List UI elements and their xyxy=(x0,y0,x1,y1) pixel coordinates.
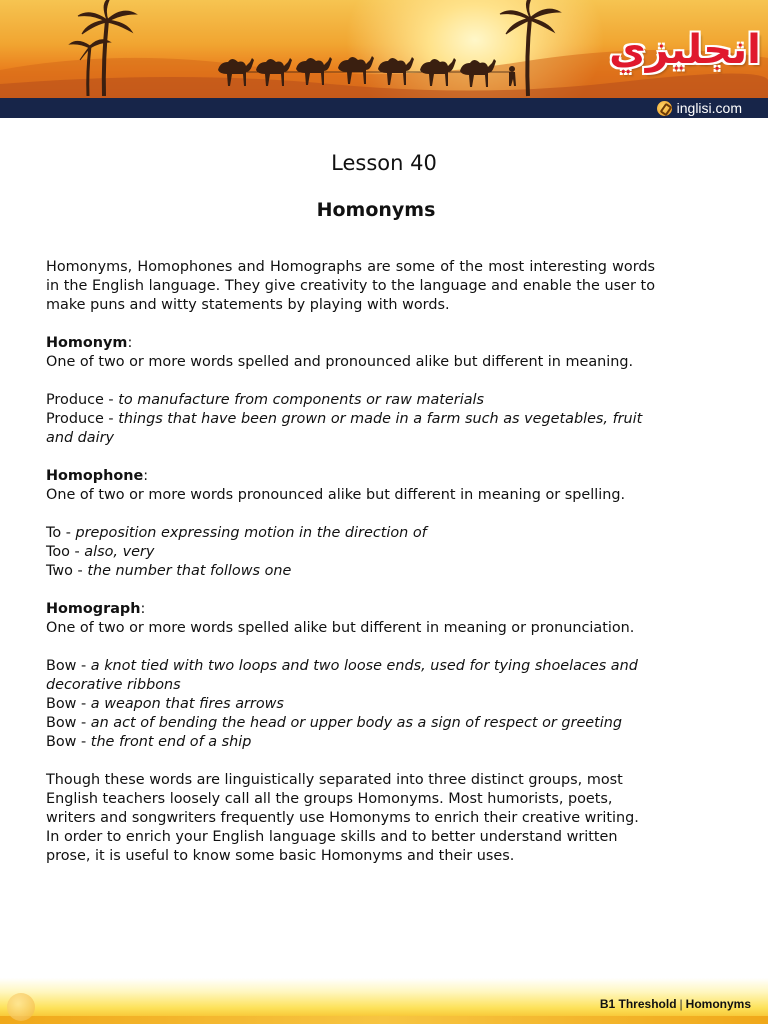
example-meaning: also, very xyxy=(84,544,155,560)
example-meaning: the front end of a ship xyxy=(90,734,252,750)
example-meaning: a weapon that fires arrows xyxy=(90,696,284,712)
example-meaning: the number that follows one xyxy=(87,563,292,579)
lesson-content xyxy=(46,258,655,866)
footer-topic: Homonyms xyxy=(685,997,751,1011)
example-word: Bow xyxy=(46,658,77,674)
example-meaning: to manufacture from components or raw materials xyxy=(118,392,485,408)
term-label: Homonym xyxy=(46,335,128,351)
example-meaning: preposition expressing motion in the direction of xyxy=(75,525,427,541)
example-word: Bow xyxy=(46,734,77,750)
conclusion-paragraph: Though these words are linguistically separated into three distinct groups, most English teachers loosely call all the groups Homonyms. Most humorists, poets, writers and songwriters frequently use Homonyms to enrich their creative writing. In order to enrich your English language skills and to better understand written prose, it is useful to know some basic Homonyms and their uses. xyxy=(46,772,639,864)
example-line: To - preposition expressing motion in the direction of xyxy=(46,525,427,541)
example-line: Bow - the front end of a ship xyxy=(46,734,252,750)
section-heading: Homonym: xyxy=(46,335,133,351)
header-strip xyxy=(0,98,768,118)
example-word: Produce xyxy=(46,392,104,408)
section-definition: One of two or more words pronounced alike but different in meaning or spelling. xyxy=(46,487,626,503)
section-heading: Homograph: xyxy=(46,601,146,617)
site-link[interactable] xyxy=(657,99,742,117)
term-label: Homophone xyxy=(46,468,144,484)
footer-label xyxy=(600,996,751,1012)
section-heading: Homophone: xyxy=(46,468,149,484)
example-word: Two xyxy=(46,563,73,579)
example-meaning: an act of bending the head or upper body as a sign of respect or greeting xyxy=(90,715,623,731)
example-line: Produce - to manufacture from components or raw materials xyxy=(46,392,485,408)
course-level: B1 Threshold xyxy=(599,997,677,1011)
inglisi-watermark-icon xyxy=(7,993,35,1021)
footer-accent-line xyxy=(0,1016,768,1024)
site-logo[interactable] xyxy=(609,22,761,78)
term-label: Homograph xyxy=(46,601,141,617)
example-line: Two - the number that follows one xyxy=(46,563,292,579)
example-line: Bow - an act of bending the head or upper body as a sign of respect or greeting xyxy=(46,715,623,731)
example-word: Bow xyxy=(46,696,77,712)
example-word: Too xyxy=(46,544,70,560)
logo-text: انجليزي xyxy=(609,27,761,73)
example-word: To xyxy=(46,525,62,541)
example-line: Bow - a weapon that fires arrows xyxy=(46,696,284,712)
example-word: Produce xyxy=(46,411,104,427)
inglisi-logo-icon xyxy=(657,101,672,116)
example-line: Produce - things that have been grown or made in a farm such as vegetables, fruit and dairy xyxy=(46,411,643,446)
example-meaning: a knot tied with two loops and two loose ends, used for tying shoelaces and decorative ribbons xyxy=(46,658,638,693)
example-meaning: things that have been grown or made in a farm such as vegetables, fruit and dairy xyxy=(46,411,643,446)
intro-paragraph: Homonyms, Homophones and Homographs are some of the most interesting words in the English language. They give creativity to the language and enable the user to make puns and witty statements by playing with words. xyxy=(46,259,655,313)
footer-separator: | xyxy=(679,997,683,1011)
example-line: Too - also, very xyxy=(46,544,155,560)
header-banner xyxy=(0,0,768,98)
site-name: inglisi.com xyxy=(676,100,742,116)
topic-title: Homonyms xyxy=(316,199,436,221)
example-word: Bow xyxy=(46,715,77,731)
example-line: Bow - a knot tied with two loops and two loose ends, used for tying shoelaces and decorative ribbons xyxy=(46,658,638,693)
section-definition: One of two or more words spelled alike but different in meaning or pronunciation. xyxy=(46,620,635,636)
section-definition: One of two or more words spelled and pronounced alike but different in meaning. xyxy=(46,354,634,370)
lesson-title: Lesson 40 xyxy=(331,151,437,175)
